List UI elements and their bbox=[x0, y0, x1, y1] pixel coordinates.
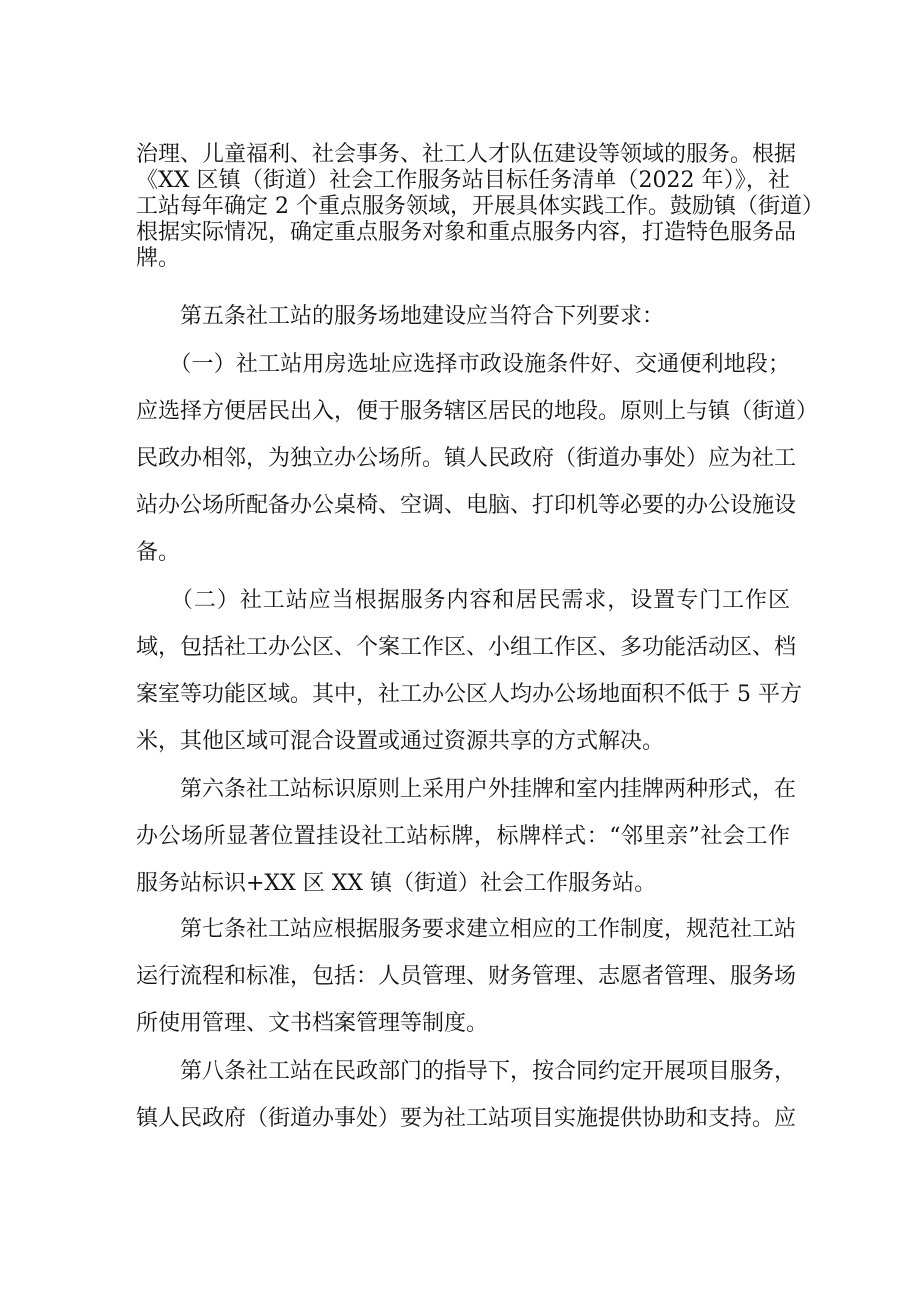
paragraph-p1 bbox=[136, 142, 824, 274]
text-line: 案室等功能区域。其中，社工办公区人均办公场地面积不低于 5 平方 bbox=[136, 682, 802, 707]
text-line: 第六条社工站标识原则上采用户外挂牌和室内挂牌两种形式，在 bbox=[136, 777, 797, 802]
paragraph-p2 bbox=[136, 306, 790, 332]
paragraph-p4 bbox=[136, 588, 802, 757]
text-line: 域，包括社工办公区、个案工作区、小组工作区、多功能活动区、档 bbox=[136, 635, 797, 660]
text-line: 牌。 bbox=[136, 246, 181, 271]
text-line: 第七条社工站应根据服务要求建立相应的工作制度，规范社工站 bbox=[136, 917, 797, 942]
text-line: 《XX 区镇（街道）社会工作服务站目标任务清单（2022 年）》，社 bbox=[136, 168, 790, 193]
text-line: 办公场所显著位置挂设社工站标牌，标牌样式：“邻里亲”社会工作 bbox=[136, 824, 790, 849]
text-line: 第五条社工站的服务场地建设应当符合下列要求： bbox=[136, 304, 665, 329]
text-line: 根据实际情况，确定重点服务对象和重点服务内容，打造特色服务品 bbox=[136, 220, 797, 245]
text-line: 民政办相邻，为独立办公场所。镇人民政府（街道办事处）应为社工 bbox=[136, 446, 797, 471]
text-line: 应选择方便居民出入，便于服务辖区居民的地段。原则上与镇（街道） bbox=[136, 399, 819, 424]
text-line: 运行流程和标准，包括：人员管理、财务管理、志愿者管理、服务场 bbox=[136, 964, 797, 989]
text-line: 治理、儿童福利、社会事务、社工人才队伍建设等领域的服务。根据 bbox=[136, 142, 797, 167]
paragraph-p6 bbox=[136, 917, 797, 1039]
text-line: 第八条社工站在民政部门的指导下，按合同约定开展项目服务， bbox=[136, 1059, 797, 1084]
text-line: 站办公场所配备办公桌椅、空调、电脑、打印机等必要的办公设施设 bbox=[136, 493, 797, 518]
text-line: 备。 bbox=[136, 540, 181, 565]
paragraph-p5 bbox=[136, 777, 797, 899]
text-line: 服务站标识+XX 区 XX 镇（街道）社会工作服务站。 bbox=[136, 871, 657, 896]
text-line: （一）社工站用房选址应选择市政设施条件好、交通便利地段； bbox=[136, 352, 790, 377]
text-line: 米，其他区域可混合设置或通过资源共享的方式解决。 bbox=[136, 729, 665, 754]
text-line: 工站每年确定 2 个重点服务领域，开展具体实践工作。鼓励镇（街道） bbox=[136, 194, 824, 219]
text-line: 镇人民政府（街道办事处）要为社工站项目实施提供协助和支持。应 bbox=[136, 1106, 797, 1131]
text-line: 所使用管理、文书档案管理等制度。 bbox=[136, 1011, 489, 1036]
paragraph-p3 bbox=[136, 352, 819, 568]
paragraph-p7 bbox=[136, 1059, 797, 1134]
text-line: （二）社工站应当根据服务内容和居民需求，设置专门工作区 bbox=[136, 588, 790, 613]
